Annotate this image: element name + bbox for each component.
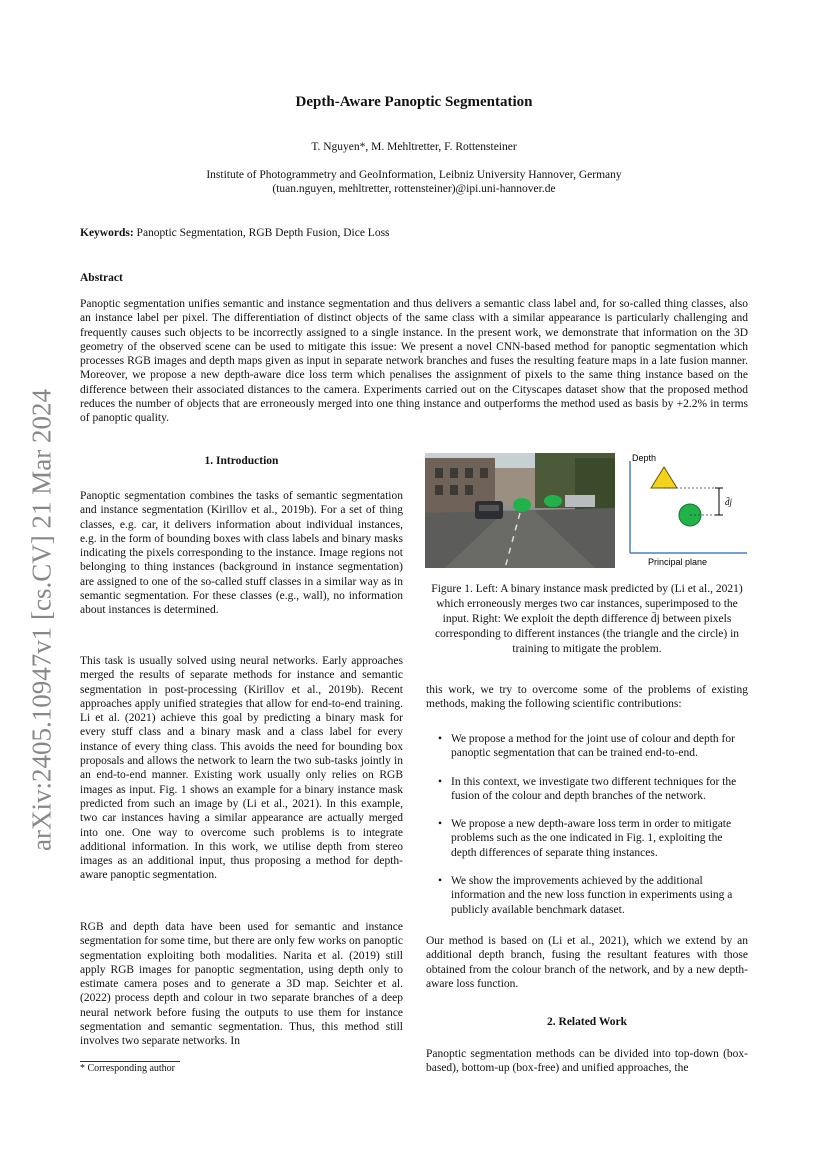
paper-title: Depth-Aware Panoptic Segmentation xyxy=(295,94,533,110)
footnote: * Corresponding author xyxy=(80,1063,175,1074)
contribution-item: • We propose a new depth-aware loss term in order to mitigate problems such as the one indicated in Fig. 1, exploiting the depth differences of separate thing instances. xyxy=(438,818,732,859)
dj-label: d̄j xyxy=(725,497,733,507)
contributions-intro: this work, we try to overcome some of the problems of existing methods, making the following scientific contributions: xyxy=(426,684,748,711)
contribution-item: • We show the improvements achieved by the additional information and the new loss function in experiments using a publicly available benchmark dataset. xyxy=(438,875,733,916)
keywords-label: Keywords: xyxy=(80,227,134,239)
related-work-paragraph: Panoptic segmentation methods can be divided into top-down (box-based), bottom-up (box-free) and unified approaches, the xyxy=(426,1048,748,1075)
triangle-instance xyxy=(651,467,677,488)
bullet-icon: • xyxy=(438,875,443,888)
footnote-rule xyxy=(80,1061,180,1062)
keywords-text: Panoptic Segmentation, RGB Depth Fusion, Dice Loss xyxy=(136,227,390,239)
bullet-icon: • xyxy=(438,818,443,831)
principal-plane-label: Principal plane xyxy=(648,557,708,567)
abstract-heading: Abstract xyxy=(80,272,123,284)
related-work-heading: 2. Related Work xyxy=(547,1016,627,1028)
depth-label: Depth xyxy=(632,453,657,463)
depth-diagram-svg xyxy=(622,453,752,573)
figure-1-street-image xyxy=(425,453,615,568)
bullet-icon: • xyxy=(438,775,443,788)
figure-1-caption: Figure 1. Left: A binary instance mask predicted by (Li et al., 2021) which erroneously merges two car instances, superimposed to the input. Right: We exploit the depth difference d̄j between pixels corresponding to different instances (the triangle and the circle) in training to mitigate the problem. xyxy=(431,583,743,655)
figure-1-depth-diagram xyxy=(622,453,752,573)
affiliation-institute: Institute of Photogrammetry and GeoInformation, Leibniz University Hannover, Germany xyxy=(206,169,622,181)
contribution-item: • In this context, we investigate two different techniques for the fusion of the colour and depth branches of the network. xyxy=(438,775,737,802)
keywords xyxy=(80,227,748,239)
intro-heading: 1. Introduction xyxy=(204,455,279,467)
affiliation xyxy=(0,168,828,196)
author-list: T. Nguyen*, M. Mehltretter, F. Rottensteiner xyxy=(311,141,517,153)
contributions-list xyxy=(426,732,748,931)
abstract-text: Panoptic segmentation unifies semantic and instance segmentation and thus delivers a semantic class label and, for so-called thing classes, also an instance label per pixel. The differentiation of distinct objects of the same class with a similar appearance is particularly challenging and frequently causes such objects to be incorrectly assigned to a single instance. In the present work, we demonstrate that information on the 3D geometry of the observed scene can be used to mitigate this issue: We present a novel CNN-based method for panoptic segmentation which processes RGB images and depth maps given as input in separate network branches and fuses the resulting feature maps in a late fusion manner. Moreover, we propose a new depth-aware dice loss term which penalises the assignment of pixels to the same thing instance based on the difference between their associated distances to the camera. Experiments carried out on the Cityscapes dataset show that the proposed method reduces the number of objects that are erroneously merged into one thing instance and outperforms the method used as basis by +2.2% in terms of panoptic quality. xyxy=(80,298,748,425)
arxiv-identifier: arXiv:2405.10947v1 [cs.CV] 21 Mar 2024 xyxy=(26,389,57,851)
intro-paragraph-2: This task is usually solved using neural networks. Early approaches merged the results of separate methods for instance and semantic segmentation in post-processing (Kirillov et al., 2019b). Recent approaches apply unified strategies that allow for end-to-end training. Li et al. (2021) achieve this goal by predicting a binary mask for every stuff class and a binary mask and a class label for every instance of every thing class. This avoids the need for bounding box proposals and allows the network to learn the two sub-tasks jointly in an end-to-end manner. Existing work usually only relies on RGB images as input. Fig. 1 shows an example for a binary instance mask predicted from such an image by (Li et al., 2021). In this example, two car instances having a similar appearance are actually merged into one. One way to overcome such problems is to integrate additional information. In this work, we utilise depth from stereo images as an additional input, thus proposing a method for depth-aware panoptic segmentation. xyxy=(80,655,403,882)
method-basis-paragraph: Our method is based on (Li et al., 2021), which we extend by an additional depth branch, fusing the resultant features with those obtained from the colour branch of the network, and by a new depth-aware loss function. xyxy=(426,935,748,990)
bullet-icon: • xyxy=(438,733,443,745)
intro-paragraph-3: RGB and depth data have been used for semantic and instance segmentation for some time, but there are only few works on panoptic segmentation exploiting both modalities. Narita et al. (2019) still apply RGB images for panoptic segmentation, using depth only to estimate camera poses and to generate a 3D map. Seichter et al. (2022) process depth and colour in two separate branches of a deep neural network before fusing the outputs to use them for instance segmentation and semantic segmentation. Thus, this method still involves two separate networks. In xyxy=(80,921,403,1048)
intro-paragraph-1: Panoptic segmentation combines the tasks of semantic segmentation and instance segmentation (Kirillov et al., 2019b). For a set of thing classes, e.g. car, it delivers information about individual instances, e.g. in the form of bounding boxes with class labels and binary masks indicating the pixels corresponding to the instance. Image regions not belonging to thing instances (background in instance segmentation) are assigned to one of the so-called stuff classes in a similar way as in semantic segmentation. For these classes (e.g., wall), no information about instances is determined. xyxy=(80,490,403,617)
street-scene-svg xyxy=(425,453,615,568)
contribution-item: • We propose a method for the joint use of colour and depth for panoptic segmentation that can be trained end-to-end. xyxy=(438,733,735,760)
affiliation-emails: (tuan.nguyen, mehltretter, rottensteiner)@ipi.uni-hannover.de xyxy=(272,183,556,195)
